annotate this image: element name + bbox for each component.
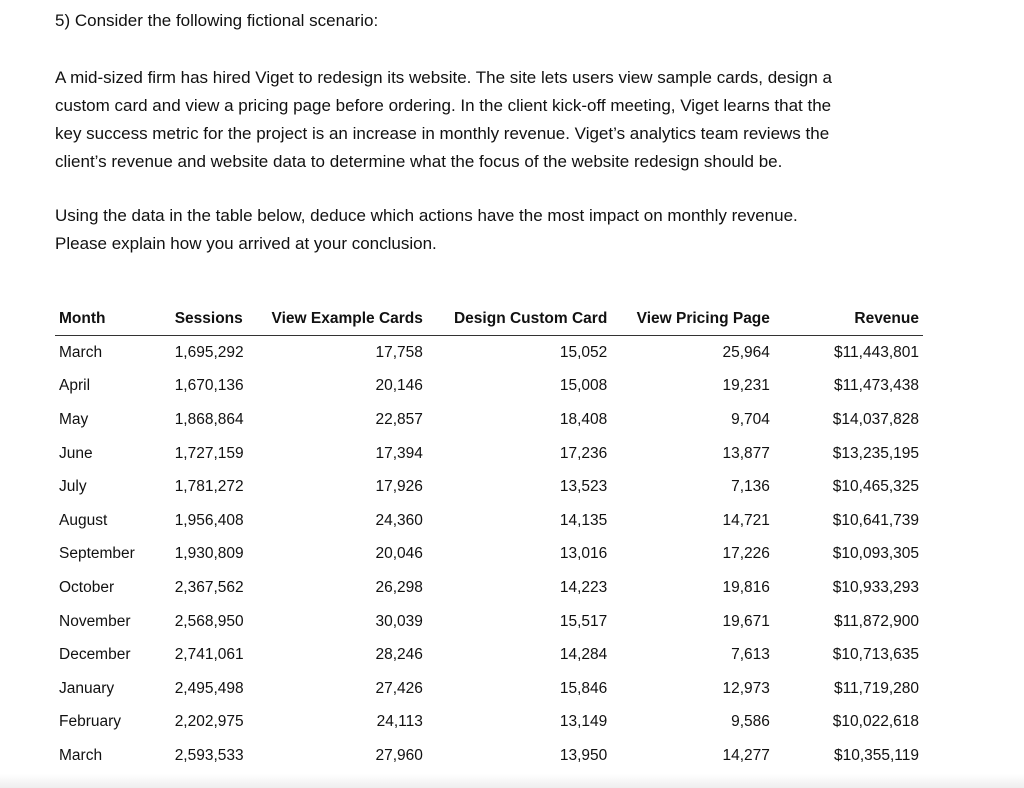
cell-view-pricing-page: 17,226: [722, 545, 770, 563]
cell-month: March: [59, 746, 103, 764]
header-revenue: Revenue: [774, 303, 923, 336]
cell-view-pricing-page: 7,613: [731, 646, 770, 664]
cell-design-custom-card: 15,846: [559, 679, 608, 697]
header-sessions: Sessions: [171, 303, 266, 336]
cell-revenue: $13,235,195: [832, 444, 919, 462]
scenario-paragraph: [55, 64, 955, 176]
cell-view-example-cards: 26,298: [375, 578, 423, 596]
cell-month: December: [59, 646, 131, 664]
cell-design-custom-card: 13,523: [559, 478, 608, 496]
cell-sessions: 2,568,950: [174, 612, 244, 630]
cell-view-example-cards: 17,394: [375, 444, 423, 462]
cell-sessions: 1,727,159: [174, 444, 244, 462]
instruction-line: Please explain how you arrived at your conclusion.: [55, 234, 437, 253]
cell-month: June: [59, 444, 93, 462]
cell-design-custom-card: 18,408: [559, 410, 608, 428]
cell-view-example-cards: 24,113: [376, 713, 423, 731]
cell-view-pricing-page: 9,586: [731, 713, 770, 731]
cell-design-custom-card: 14,284: [559, 646, 608, 664]
header-design-custom-card: Design Custom Card: [427, 303, 611, 336]
cell-revenue: $10,641,739: [832, 511, 919, 529]
table-row: [55, 403, 923, 437]
cell-month: July: [59, 478, 87, 496]
cell-month: March: [59, 343, 103, 361]
table-row: [55, 437, 923, 471]
cell-view-pricing-page: 19,816: [722, 578, 770, 596]
cell-design-custom-card: 17,236: [559, 444, 608, 462]
cell-sessions: 1,695,292: [174, 343, 244, 361]
cell-month: October: [59, 578, 115, 596]
cell-sessions: 1,956,408: [174, 511, 244, 529]
cell-revenue: $10,713,635: [832, 646, 919, 664]
cell-month: August: [59, 511, 108, 529]
cell-revenue: $11,443,801: [833, 343, 919, 361]
header-view-pricing-page: View Pricing Page: [611, 303, 774, 336]
scenario-line: custom card and view a pricing page before ordering. In the client kick-off meeting, Viget learns that the: [55, 96, 832, 115]
table-row: [55, 638, 923, 672]
cell-view-example-cards: 20,146: [375, 377, 423, 395]
cell-view-example-cards: 17,926: [375, 478, 423, 496]
instruction-line: Using the data in the table below, deduce which actions have the most impact on monthly revenue.: [55, 206, 798, 225]
cell-sessions: 1,868,864: [174, 410, 244, 428]
table-row: [55, 504, 923, 538]
table-row: [55, 605, 923, 639]
table-row: [55, 370, 923, 404]
cell-month: January: [59, 679, 115, 697]
cell-sessions: 1,930,809: [174, 545, 244, 563]
table-row: [55, 538, 923, 572]
page-bottom-shadow: [0, 774, 1024, 788]
cell-view-example-cards: 17,758: [375, 343, 423, 361]
cell-revenue: $10,022,618: [832, 713, 919, 731]
cell-revenue: $10,355,119: [833, 746, 919, 764]
cell-view-example-cards: 30,039: [375, 612, 423, 630]
cell-view-pricing-page: 12,973: [722, 679, 770, 697]
table-row: [55, 336, 923, 370]
cell-sessions: 1,781,272: [174, 478, 244, 496]
cell-revenue: $10,093,305: [832, 545, 919, 563]
cell-month: April: [59, 377, 91, 395]
cell-design-custom-card: 13,149: [559, 713, 608, 731]
cell-revenue: $14,037,828: [832, 410, 919, 428]
instruction-paragraph: [55, 202, 955, 258]
cell-view-pricing-page: 19,231: [722, 377, 770, 395]
cell-view-example-cards: 20,046: [375, 545, 423, 563]
cell-sessions: 2,741,061: [174, 646, 244, 664]
cell-view-example-cards: 28,246: [375, 646, 423, 664]
cell-view-pricing-page: 25,964: [722, 343, 770, 361]
header-view-example-cards: View Example Cards: [265, 303, 427, 336]
cell-sessions: 2,593,533: [174, 746, 244, 764]
cell-view-pricing-page: 14,721: [722, 511, 770, 529]
cell-view-pricing-page: 13,877: [722, 444, 770, 462]
cell-revenue: $10,465,325: [832, 478, 919, 496]
cell-design-custom-card: 14,135: [559, 511, 608, 529]
scenario-line: A mid-sized firm has hired Viget to redesign its website. The site lets users view sample cards, design a: [55, 68, 833, 87]
cell-month: May: [59, 410, 89, 428]
table-row: [55, 672, 923, 706]
cell-sessions: 2,202,975: [174, 713, 244, 731]
cell-view-pricing-page: 7,136: [731, 478, 770, 496]
scenario-line: key success metric for the project is an increase in monthly revenue. Viget’s analytics team reviews the: [55, 124, 830, 143]
cell-view-example-cards: 24,360: [375, 511, 423, 529]
table-row: [55, 706, 923, 740]
table-header-row: [55, 303, 923, 336]
cell-view-pricing-page: 9,704: [731, 410, 770, 428]
cell-view-example-cards: 22,857: [375, 410, 423, 428]
cell-design-custom-card: 13,016: [559, 545, 608, 563]
cell-sessions: 1,670,136: [174, 377, 244, 395]
cell-view-pricing-page: 14,277: [722, 746, 770, 764]
cell-design-custom-card: 15,052: [559, 343, 608, 361]
scenario-line: client’s revenue and website data to determine what the focus of the website redesign should be.: [55, 152, 783, 171]
cell-revenue: $11,719,280: [833, 679, 919, 697]
table-row: [55, 571, 923, 605]
cell-revenue: $11,473,438: [833, 377, 919, 395]
header-month: Month: [55, 303, 171, 336]
cell-design-custom-card: 14,223: [559, 578, 608, 596]
cell-month: February: [59, 713, 122, 731]
cell-sessions: 2,495,498: [174, 679, 244, 697]
cell-revenue: $10,933,293: [832, 578, 919, 596]
cell-design-custom-card: 15,517: [559, 612, 608, 630]
table-row: [55, 470, 923, 504]
cell-revenue: $11,872,900: [833, 612, 919, 630]
cell-month: September: [59, 545, 135, 563]
cell-view-example-cards: 27,426: [375, 679, 423, 697]
cell-design-custom-card: 13,950: [559, 746, 608, 764]
cell-view-example-cards: 27,960: [375, 746, 423, 764]
question-heading: 5) Consider the following fictional scenario:: [55, 11, 379, 30]
cell-month: November: [59, 612, 131, 630]
table-row: [55, 739, 923, 773]
revenue-data-table: [55, 303, 923, 773]
cell-design-custom-card: 15,008: [559, 377, 608, 395]
cell-view-pricing-page: 19,671: [722, 612, 770, 630]
cell-sessions: 2,367,562: [174, 578, 244, 596]
